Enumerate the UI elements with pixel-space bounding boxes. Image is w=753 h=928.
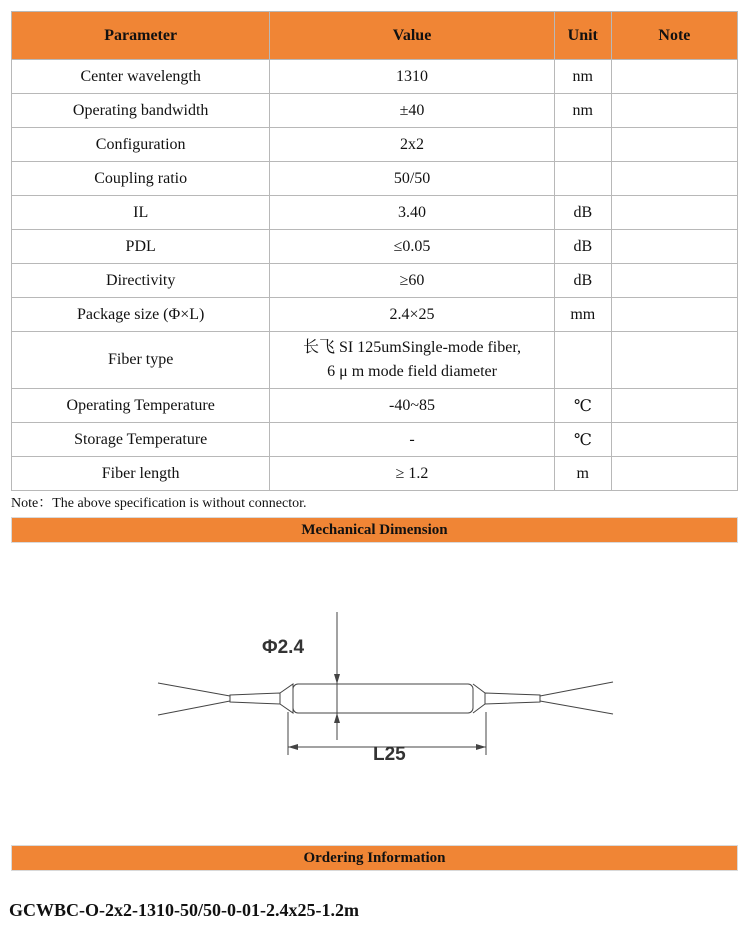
row-note (611, 162, 737, 196)
row-parameter: Fiber length (12, 457, 270, 491)
row-value: 2.4×25 (270, 298, 554, 332)
row-unit: dB (554, 196, 611, 230)
row-unit (554, 162, 611, 196)
row-note (611, 196, 737, 230)
row-note (611, 264, 737, 298)
row-parameter: Center wavelength (12, 60, 270, 94)
fiber-type-line-1: 长飞 SI 125umSingle-mode fiber, (303, 339, 522, 356)
table-header-row (12, 12, 738, 60)
row-unit: ℃ (554, 389, 611, 423)
row-note (611, 332, 737, 389)
row-unit: dB (554, 264, 611, 298)
left-boot (230, 693, 280, 704)
row-value: 1310 (270, 60, 554, 94)
row-parameter: Operating bandwidth (12, 94, 270, 128)
table-row (12, 298, 738, 332)
row-unit: dB (554, 230, 611, 264)
row-value: -40~85 (270, 389, 554, 423)
left-fiber-upper (158, 683, 230, 696)
diameter-label: Φ2.4 (262, 637, 305, 658)
row-parameter: Configuration (12, 128, 270, 162)
table-row (12, 230, 738, 264)
row-parameter: Coupling ratio (12, 162, 270, 196)
row-value: - (270, 423, 554, 457)
row-unit: mm (554, 298, 611, 332)
table-row (12, 60, 738, 94)
row-note (611, 298, 737, 332)
diameter-arrow-bottom (334, 713, 340, 723)
row-value: 3.40 (270, 196, 554, 230)
header-unit: Unit (554, 12, 611, 60)
table-row (12, 196, 738, 230)
right-fiber-upper (540, 682, 613, 696)
row-note (611, 423, 737, 457)
coupler-tube (293, 684, 473, 713)
row-value (270, 332, 554, 389)
row-value: ≤0.05 (270, 230, 554, 264)
row-parameter: Package size (Φ×L) (12, 298, 270, 332)
fiber-type-line-2: 6 μ m mode field diameter (327, 363, 497, 380)
row-parameter: PDL (12, 230, 270, 264)
row-note (611, 60, 737, 94)
length-arrow-right (476, 744, 486, 750)
row-parameter: Operating Temperature (12, 389, 270, 423)
left-fiber-lower (158, 701, 230, 715)
table-row (12, 162, 738, 196)
mechanical-dimension-heading: Mechanical Dimension (11, 517, 738, 543)
row-value: ≥ 1.2 (270, 457, 554, 491)
header-note: Note (611, 12, 737, 60)
table-row (12, 128, 738, 162)
right-fiber-lower (540, 701, 613, 714)
specification-table (11, 11, 738, 491)
table-row (12, 389, 738, 423)
table-row (12, 423, 738, 457)
right-end-cap (473, 684, 485, 713)
table-row (12, 332, 738, 389)
row-unit: m (554, 457, 611, 491)
header-parameter: Parameter (12, 12, 270, 60)
diameter-arrow-top (334, 674, 340, 684)
header-value: Value (270, 12, 554, 60)
row-unit (554, 332, 611, 389)
table-row (12, 457, 738, 491)
length-label: L25 (373, 744, 406, 765)
row-parameter: Directivity (12, 264, 270, 298)
left-end-cap (280, 684, 293, 713)
row-value: ≥60 (270, 264, 554, 298)
row-note (611, 94, 737, 128)
row-note (611, 389, 737, 423)
table-row (12, 94, 738, 128)
row-value: 50/50 (270, 162, 554, 196)
row-parameter: Fiber type (12, 332, 270, 389)
row-note (611, 128, 737, 162)
row-unit: ℃ (554, 423, 611, 457)
ordering-information-heading: Ordering Information (11, 845, 738, 871)
row-parameter: IL (12, 196, 270, 230)
ordering-code: GCWBC-O-2x2-1310-50/50-0-01-2.4x25-1.2m (9, 900, 359, 920)
specification-note: Note：The above specification is without connector. (11, 496, 307, 511)
row-unit: nm (554, 60, 611, 94)
row-unit: nm (554, 94, 611, 128)
length-arrow-left (288, 744, 298, 750)
row-note (611, 230, 737, 264)
right-boot (485, 693, 540, 704)
table-row (12, 264, 738, 298)
row-value: ±40 (270, 94, 554, 128)
row-unit (554, 128, 611, 162)
mechanical-drawing (150, 600, 620, 780)
row-value: 2x2 (270, 128, 554, 162)
row-note (611, 457, 737, 491)
row-parameter: Storage Temperature (12, 423, 270, 457)
